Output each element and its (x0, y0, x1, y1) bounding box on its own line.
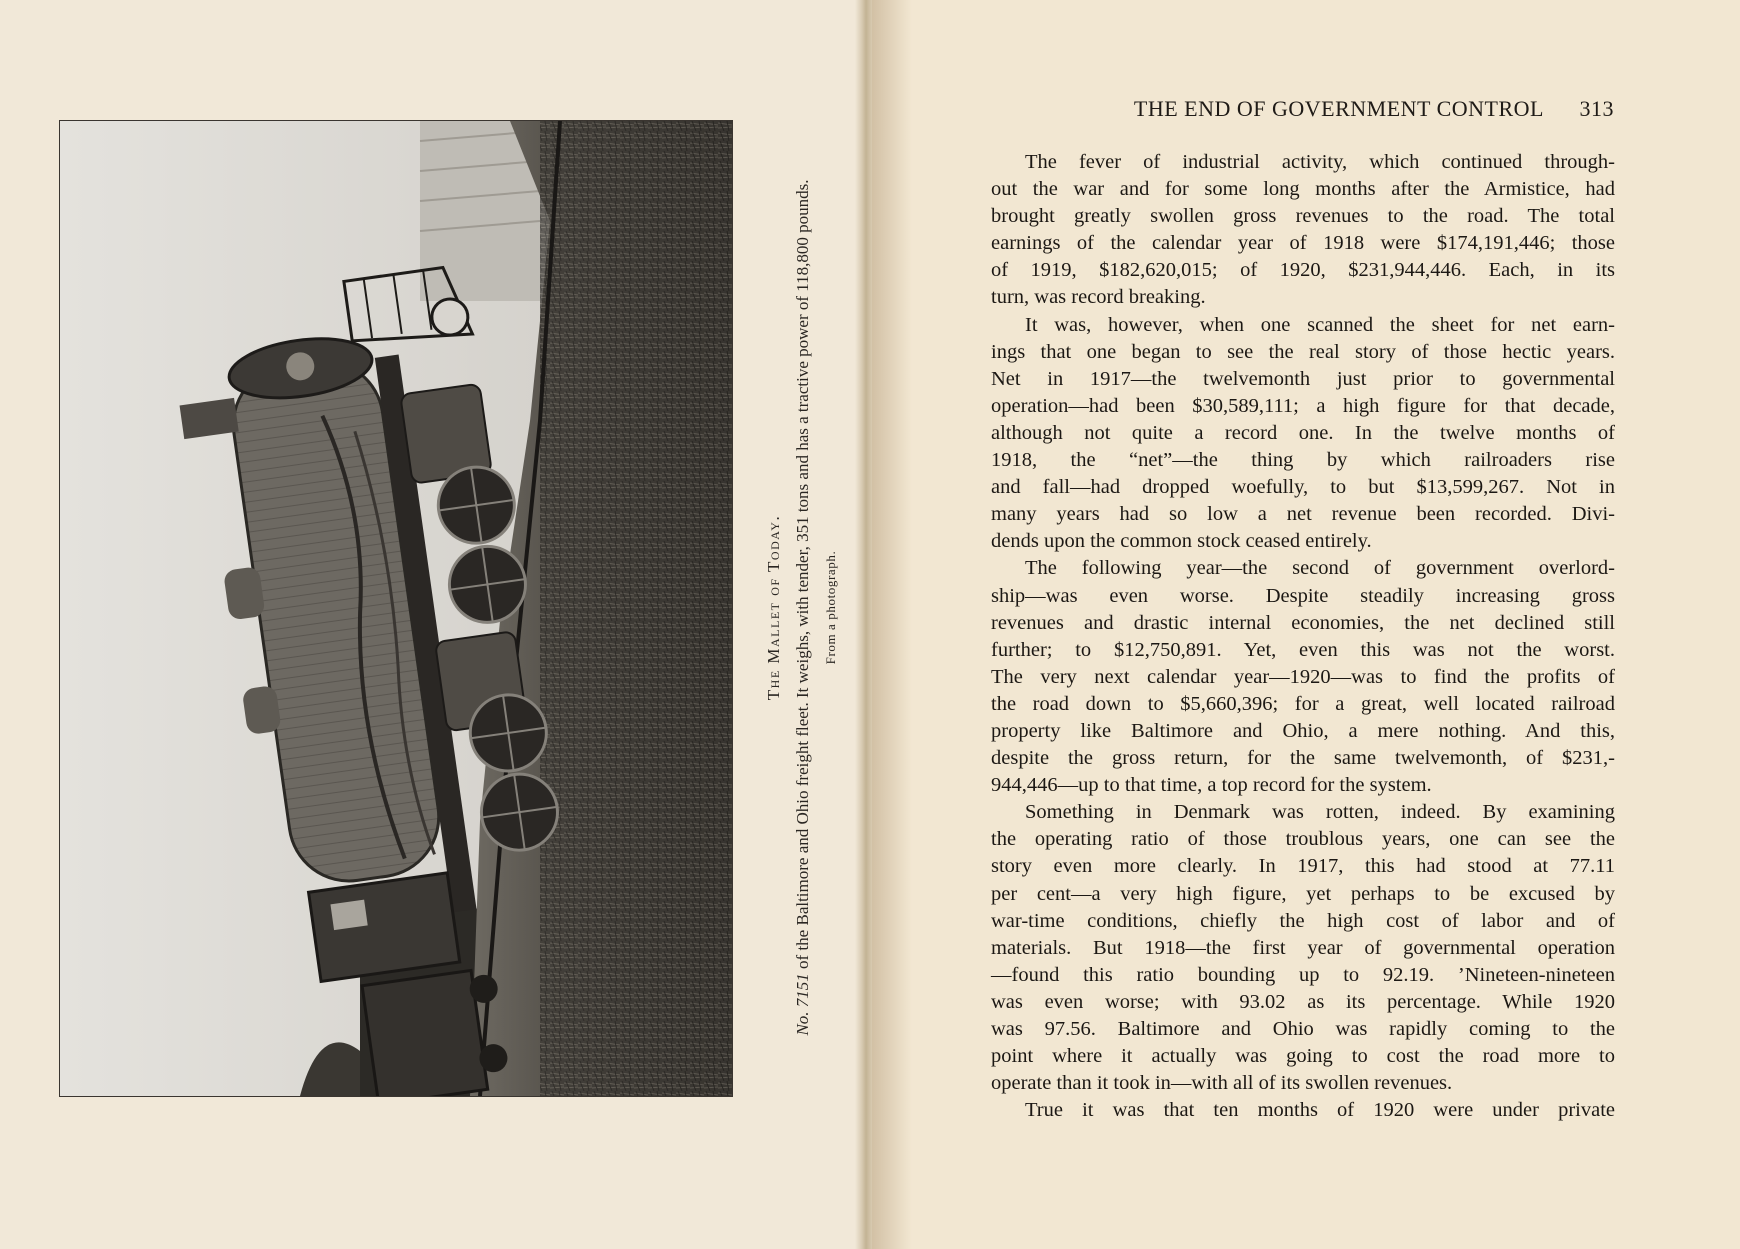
running-head (1060, 96, 1620, 126)
text-line: despite the gross return, for the same twelvemonth, of $231,- (991, 747, 1615, 770)
paragraph (991, 799, 1615, 1097)
text-line: although not quite a record one. In the twelve months of (991, 421, 1615, 444)
caption-source: From a photograph. (823, 550, 838, 665)
text-line: war-time conditions, chiefly the high cost of labor and of (991, 909, 1615, 932)
text-line: the operating ratio of those troublous years, one can see the (991, 828, 1615, 851)
caption-title: The Mallet of Today. (764, 514, 783, 701)
text-line: was 97.56. Baltimore and Ohio was rapidly coming to the (991, 1018, 1615, 1040)
text-line: operation—had been $30,589,111; a high figure for that decade, (991, 394, 1615, 417)
caption-engine-number: No. 7151 (793, 973, 812, 1036)
body-text (991, 149, 1615, 1124)
text-line: operate than it took in—with all of its swollen revenues. (991, 1072, 1453, 1095)
locomotive-photo-image (60, 121, 732, 1096)
running-head-title: THE END OF GOVERNMENT CONTROL (1133, 96, 1544, 121)
text-line: Something in Denmark was rotten, indeed. By examining (1025, 801, 1615, 824)
paragraph (991, 312, 1615, 556)
text-line: story even more clearly. In 1917, this had stood at 77.11 (991, 855, 1615, 878)
paragraph (991, 149, 1615, 312)
paragraph (991, 555, 1615, 799)
text-line: 944,446—up to that time, a top record for the system. (991, 774, 1432, 797)
text-line: True it was that ten months of 1920 were under private (1025, 1099, 1615, 1122)
text-line: per cent—a very high figure, yet perhaps to be excused by (991, 882, 1615, 905)
text-line: materials. But 1918—the first year of governmental operation (991, 936, 1615, 959)
text-line: was even worse; with 93.02 as its percentage. While 1920 (991, 990, 1615, 1013)
text-line: Net in 1917—the twelvemonth just prior to governmental (991, 367, 1615, 390)
text-line: of 1919, $182,620,015; of 1920, $231,944,446. Each, in its (991, 259, 1615, 282)
text-line: further; to $12,750,891. Yet, even this was not the worst. (991, 638, 1615, 661)
caption-body (788, 120, 818, 1095)
text-line: revenues and drastic internal economies, the net declined still (991, 611, 1615, 634)
text-line: —found this ratio bounding up to 92.19. ’Nineteen-nineteen (991, 963, 1615, 986)
text-line: point where it actually was going to cost the road more to (991, 1045, 1615, 1068)
text-line: The fever of industrial activity, which continued through- (1025, 151, 1615, 173)
text-line: turn, was record breaking. (991, 286, 1206, 309)
text-line: The very next calendar year—1920—was to find the profits of (991, 665, 1615, 688)
caption-description: of the Baltimore and Ohio freight fleet. It weighs, with tender, 351 tons and has a tractive power of 118,800 pounds. (793, 179, 812, 974)
text-line: and fall—had dropped woefully, to but $13,599,267. Not in (991, 476, 1615, 499)
text-line: earnings of the calendar year of 1918 were $174,191,446; those (991, 232, 1615, 255)
paragraph (991, 1097, 1615, 1124)
text-line: ship—was even worse. Despite steadily increasing gross (991, 584, 1615, 607)
text-line: out the war and for some long months after the Armistice, had (991, 178, 1615, 201)
text-line: many years had so low a net revenue been recorded. Divi- (991, 503, 1615, 526)
left-page (0, 0, 866, 1249)
text-line: property like Baltimore and Ohio, a mere nothing. And this, (991, 719, 1615, 742)
text-line: the road down to $5,660,396; for a great, well located railroad (991, 692, 1615, 715)
plate-caption (760, 120, 870, 1095)
text-line: ings that one began to see the real story of those hectic years. (991, 340, 1615, 363)
text-line: dends upon the common stock ceased entirely. (991, 530, 1372, 553)
text-line: 1918, the “net”—the thing by which railroaders rise (991, 449, 1615, 472)
text-line: The following year—the second of government overlord- (1025, 557, 1615, 580)
locomotive-photo-plate (59, 120, 733, 1097)
page-number: 313 (1579, 96, 1614, 121)
text-line: brought greatly swollen gross revenues to the road. The total (991, 205, 1615, 228)
text-line: It was, however, when one scanned the sheet for net earn- (1025, 313, 1615, 336)
